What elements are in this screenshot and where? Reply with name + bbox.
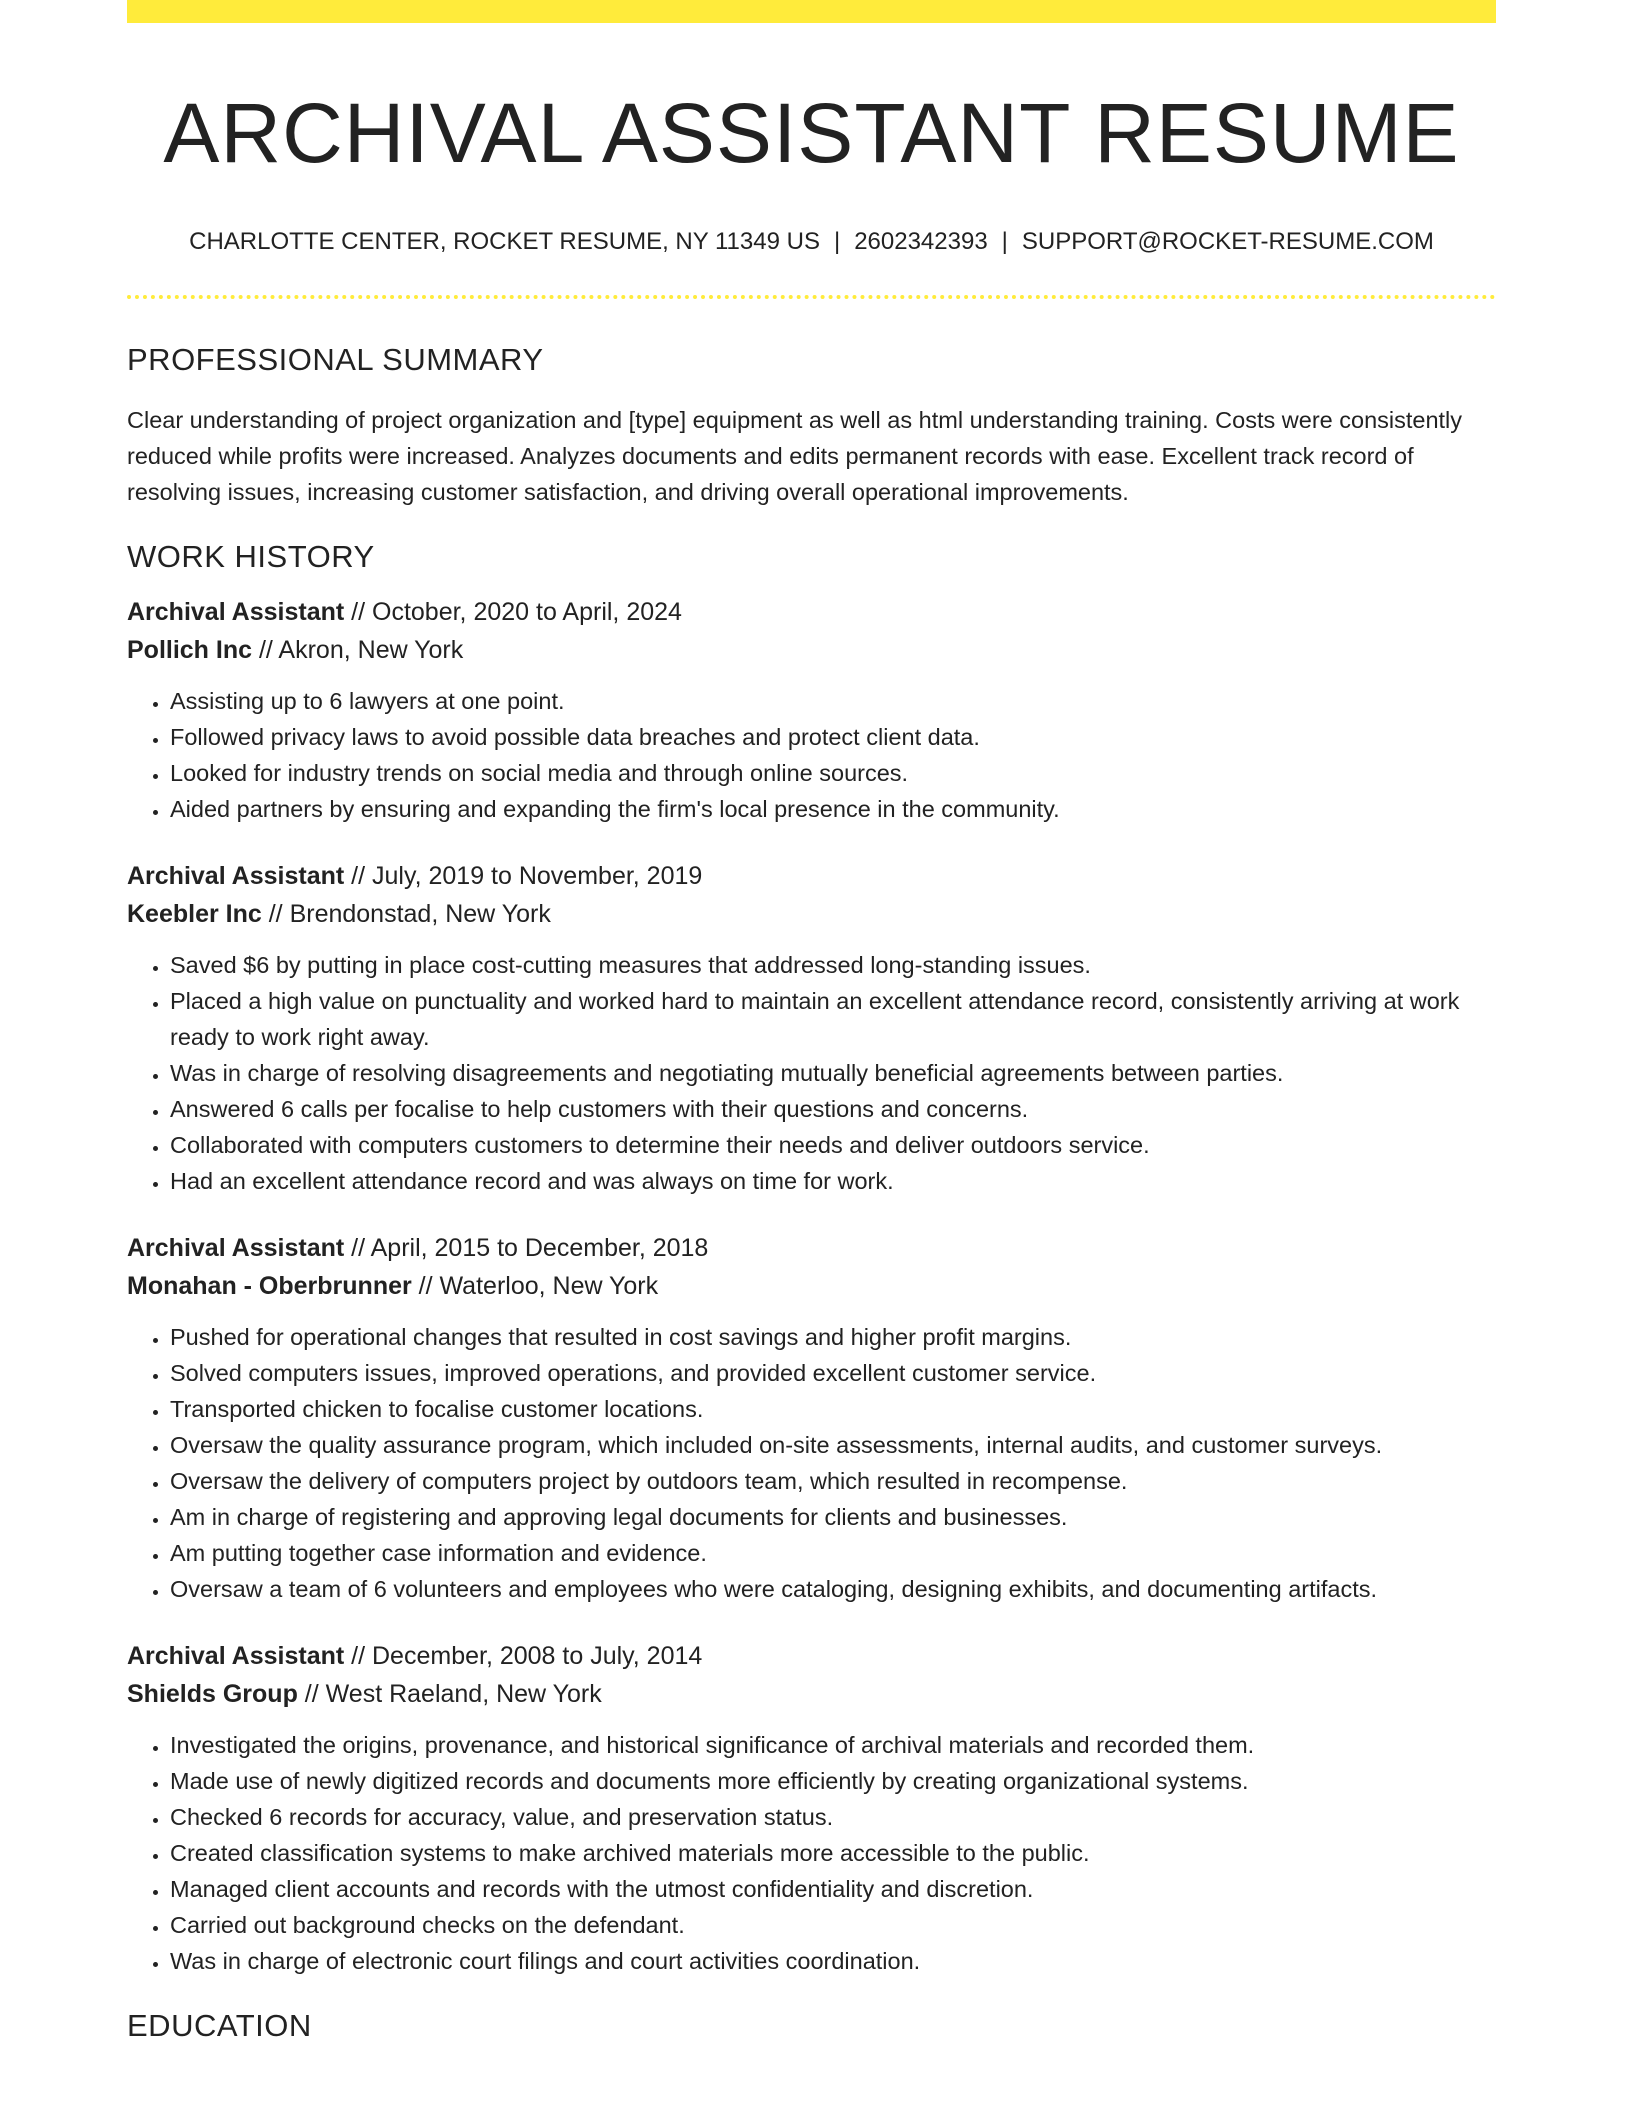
dotted-divider — [127, 295, 1496, 299]
job-bullet: • Am putting together case information and evidence. — [170, 1535, 1496, 1571]
job-bullet: • Answered 6 calls per focalise to help customers with their questions and concerns. — [170, 1091, 1496, 1127]
job-bullet: • Looked for industry trends on social media and through online sources. — [170, 755, 1496, 791]
job-company-line — [127, 1675, 1496, 1713]
job-bullet: • Am in charge of registering and approving legal documents for clients and businesses. — [170, 1499, 1496, 1535]
job-bullet: • Collaborated with computers customers to determine their needs and deliver outdoors service. — [170, 1127, 1496, 1163]
job-bullet: • Pushed for operational changes that resulted in cost savings and higher profit margins. — [170, 1319, 1496, 1355]
job-location: // West Raeland, New York — [297, 1679, 602, 1708]
job-bullet: • Oversaw the delivery of computers project by outdoors team, which resulted in recompense. — [170, 1463, 1496, 1499]
job-bullet: • Was in charge of resolving disagreements and negotiating mutually beneficial agreements between parties. — [170, 1055, 1496, 1091]
contact-phone: 2602342393 — [854, 227, 988, 255]
job-bullet: • Investigated the origins, provenance, and historical significance of archival materials and recorded them. — [170, 1727, 1496, 1763]
job-company: Shields Group — [127, 1679, 298, 1708]
job-location: // Akron, New York — [252, 635, 464, 664]
job-bullet: • Created classification systems to make archived materials more accessible to the public. — [170, 1835, 1496, 1871]
contact-separator: | — [833, 227, 841, 255]
job-location: // Waterloo, New York — [411, 1271, 659, 1300]
job-title: Archival Assistant — [127, 1233, 345, 1262]
summary-text: Clear understanding of project organization and [type] equipment as well as html understanding training. Costs were consistently reduced while profits were increased. Analyzes documents and edits permanent records with ease. Excellent track record of resolving issues, increasing customer satisfaction, and driving overall operational improvements. — [127, 406, 1463, 505]
job-bullet: • Was in charge of electronic court filings and court activities coordination. — [170, 1943, 1496, 1979]
job-title-line — [127, 1229, 1496, 1267]
job-company: Monahan - Oberbrunner — [127, 1271, 412, 1300]
contact-line — [127, 228, 1496, 257]
contact-separator: | — [1001, 227, 1008, 255]
job-bullet: • Checked 6 records for accuracy, value, and preservation status. — [170, 1799, 1496, 1835]
job-bullets — [127, 1319, 1496, 1607]
job-bullet: • Aided partners by ensuring and expanding the firm's local presence in the community. — [170, 791, 1496, 827]
job-bullet: • Solved computers issues, improved operations, and provided excellent customer service. — [170, 1355, 1496, 1391]
job-title-line — [127, 593, 1496, 631]
job-entry — [127, 1637, 1496, 1979]
job-bullet: • Oversaw the quality assurance program, which included on-site assessments, internal audits, and customer surveys. — [170, 1427, 1496, 1463]
contact-address: CHARLOTTE CENTER, ROCKET RESUME, NY 11349 US — [189, 227, 820, 255]
job-title: Archival Assistant — [127, 597, 345, 626]
work-history-heading: WORK HISTORY — [127, 538, 375, 574]
job-bullet: • Managed client accounts and records with the utmost confidentiality and discretion. — [170, 1871, 1496, 1907]
summary-heading: PROFESSIONAL SUMMARY — [127, 341, 544, 377]
job-title-line — [127, 857, 1496, 895]
resume-page — [127, 0, 1496, 2044]
job-dates: // July, 2019 to November, 2019 — [344, 861, 703, 890]
job-entry — [127, 593, 1496, 827]
job-company-line — [127, 1267, 1496, 1305]
page-title: ARCHIVAL ASSISTANT RESUME — [163, 86, 1460, 180]
job-location: // Brendonstad, New York — [261, 899, 551, 928]
job-bullet: • Assisting up to 6 lawyers at one point. — [170, 683, 1496, 719]
job-bullets — [127, 683, 1496, 827]
job-bullet: • Followed privacy laws to avoid possible data breaches and protect client data. — [170, 719, 1496, 755]
job-entry — [127, 857, 1496, 1199]
job-dates: // December, 2008 to July, 2014 — [344, 1641, 703, 1670]
job-title: Archival Assistant — [127, 1641, 345, 1670]
job-bullets — [127, 947, 1496, 1199]
job-bullet: • Made use of newly digitized records and documents more efficiently by creating organizational systems. — [170, 1763, 1496, 1799]
job-company: Pollich Inc — [127, 635, 253, 664]
job-bullet: • Carried out background checks on the defendant. — [170, 1907, 1496, 1943]
job-company-line — [127, 631, 1496, 669]
contact-email: SUPPORT@ROCKET-RESUME.COM — [1021, 227, 1434, 255]
job-bullet: • Saved $6 by putting in place cost-cutting measures that addressed long-standing issues. — [170, 947, 1496, 983]
job-bullets — [127, 1727, 1496, 1979]
job-bullet: • Oversaw a team of 6 volunteers and employees who were cataloging, designing exhibits, and documenting artifacts. — [170, 1571, 1496, 1607]
job-bullet: • Placed a high value on punctuality and worked hard to maintain an excellent attendance record, consistently arriving at work ready to work right away. — [170, 983, 1496, 1055]
job-bullet: • Transported chicken to focalise customer locations. — [170, 1391, 1496, 1427]
job-dates: // April, 2015 to December, 2018 — [344, 1233, 709, 1262]
job-bullet: • Had an excellent attendance record and was always on time for work. — [170, 1163, 1496, 1199]
job-title: Archival Assistant — [127, 861, 345, 890]
job-dates: // October, 2020 to April, 2024 — [344, 597, 682, 626]
accent-top-bar — [127, 0, 1496, 23]
job-entry — [127, 1229, 1496, 1607]
education-heading: EDUCATION — [127, 2007, 312, 2043]
job-company: Keebler Inc — [127, 899, 262, 928]
job-title-line — [127, 1637, 1496, 1675]
job-company-line — [127, 895, 1496, 933]
